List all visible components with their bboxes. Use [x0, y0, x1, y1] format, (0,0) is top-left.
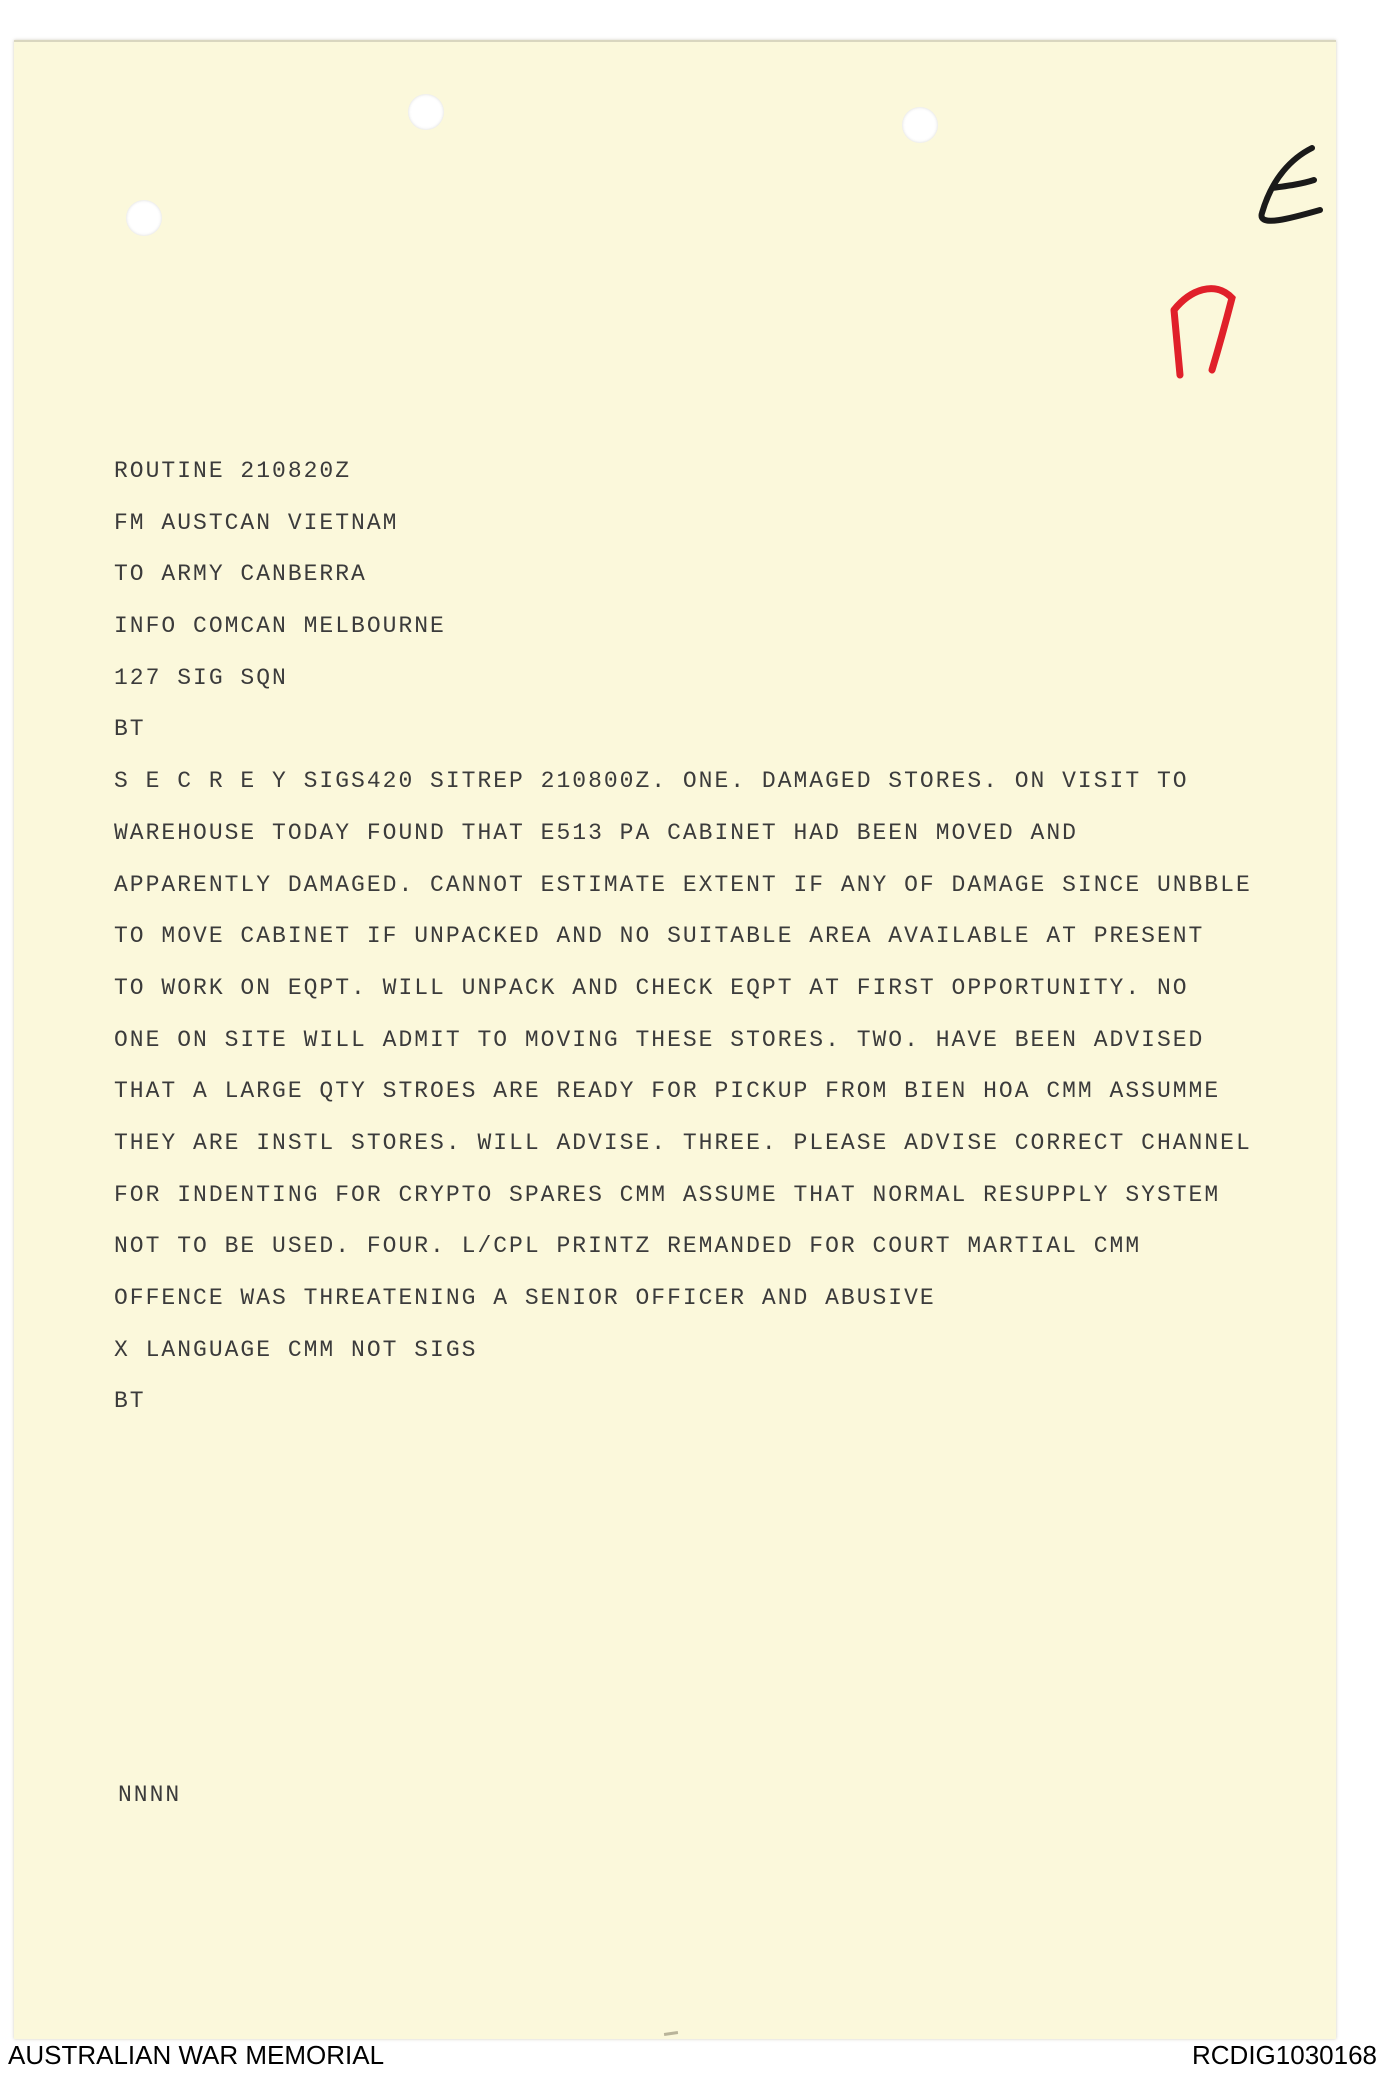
punch-hole-right: [902, 107, 938, 143]
punch-hole-left: [126, 200, 162, 236]
message-line: BT: [114, 716, 146, 743]
message-line: S E C R E Y SIGS420 SITREP 210800Z. ONE. DAMAGED STORES. ON VISIT TO: [114, 768, 1189, 795]
message-line: THAT A LARGE QTY STROES ARE READY FOR PICKUP FROM BIEN HOA CMM ASSUMME: [114, 1078, 1221, 1105]
message-line: BT: [114, 1388, 146, 1415]
message-line: 127 SIG SQN: [114, 664, 288, 691]
message-line: OFFENCE WAS THREATENING A SENIOR OFFICER AND ABUSIVE: [114, 1285, 936, 1311]
punch-hole-middle: [408, 94, 444, 130]
message-line: ROUTINE 210820Z: [114, 458, 352, 484]
message-line: FOR INDENTING FOR CRYPTO SPARES CMM ASSUME THAT NORMAL RESUPPLY SYSTEM: [114, 1181, 1221, 1208]
message-line: APPARENTLY DAMAGED. CANNOT ESTIMATE EXTENT IF ANY OF DAMAGE SINCE UNBBLE: [114, 871, 1252, 898]
message-line: TO WORK ON EQPT. WILL UNPACK AND CHECK EQPT AT FIRST OPPORTUNITY. NO: [114, 974, 1189, 1001]
message-line: TO MOVE CABINET IF UNPACKED AND NO SUITABLE AREA AVAILABLE AT PRESENT: [114, 923, 1205, 950]
message-line: ONE ON SITE WILL ADMIT TO MOVING THESE STORES. TWO. HAVE BEEN ADVISED: [114, 1026, 1205, 1053]
handwritten-e-mark: [1232, 118, 1352, 248]
archive-credit: AUSTRALIAN WAR MEMORIAL: [8, 2040, 385, 2070]
message-body: [114, 446, 1274, 1428]
handwritten-red-mark: [1160, 270, 1270, 400]
end-of-message: NNNN: [118, 1782, 182, 1808]
message-line: X LANGUAGE CMM NOT SIGS: [114, 1336, 478, 1363]
paper-speck: [664, 2031, 678, 2036]
message-line: INFO COMCAN MELBOURNE: [114, 613, 446, 640]
message-line: TO ARMY CANBERRA: [114, 561, 367, 588]
archive-id: RCDIG1030168: [1192, 2040, 1377, 2070]
message-line: THEY ARE INSTL STORES. WILL ADVISE. THREE. PLEASE ADVISE CORRECT CHANNEL: [114, 1129, 1252, 1156]
message-line: FM AUSTCAN VIETNAM: [114, 509, 399, 536]
message-line: NOT TO BE USED. FOUR. L/CPL PRINTZ REMANDED FOR COURT MARTIAL CMM: [114, 1233, 1142, 1260]
message-line: WAREHOUSE TODAY FOUND THAT E513 PA CABINET HAD BEEN MOVED AND: [114, 819, 1078, 846]
